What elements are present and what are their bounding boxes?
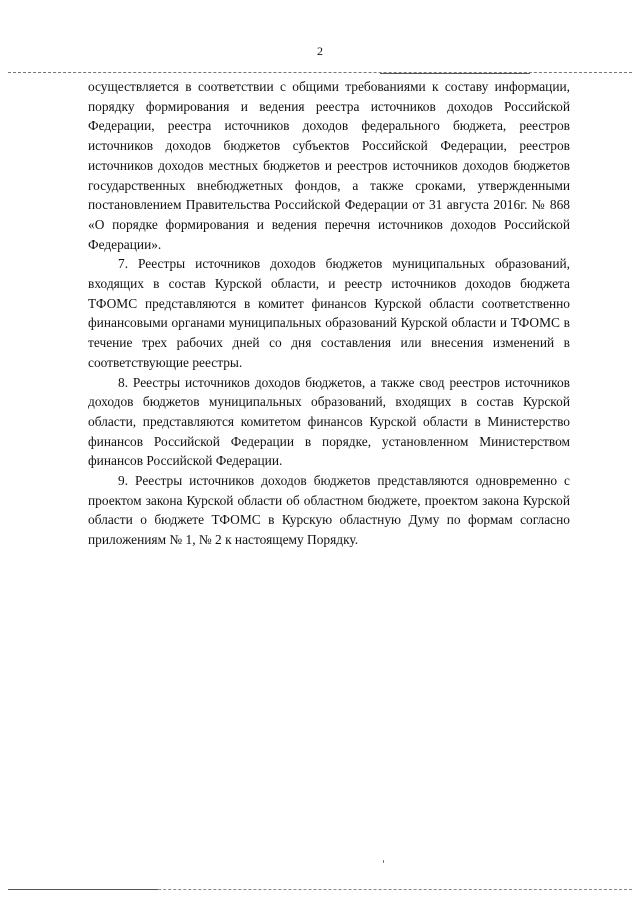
footer-divider-segment bbox=[8, 889, 158, 890]
paragraph-9: 9. Реестры источников доходов бюджетов представляются одновременно с проектом закона Курской области об областном бюджете, проектом закона Курской области о бюджете ТФОМС в Курскую областную Думу по формам согласно приложениям № 1, № 2 к настоящему Порядку. bbox=[88, 473, 570, 548]
paragraph-8: 8. Реестры источников доходов бюджетов, а также свод реестров источников доходов бюджетов муниципальных образований, входящих в состав Курской области, представляются комитетом финансов Курской области в Министерство финансов Российской Федерации в порядке, установленном Министерством финансов Российской Федерации. bbox=[88, 374, 570, 469]
document-body bbox=[88, 77, 570, 550]
header-divider-segment bbox=[380, 73, 530, 74]
header-divider bbox=[8, 72, 632, 73]
page-number: 2 bbox=[317, 44, 323, 58]
scan-mark bbox=[383, 860, 384, 863]
paragraph-7: 7. Реестры источников доходов бюджетов муниципальных образований, входящих в состав Курской области, и реестр источников доходов бюджета ТФОМС представляются в комитет финансов Курской области соответственно финансовыми органами муниципальных образований Курской области и ТФОМС в течение трех рабочих дней со дня составления или внесения изменений в соответствующие реестры. bbox=[88, 256, 570, 370]
paragraph-continuation: осуществляется в соответствии с общими требованиями к составу информации, порядку формирования и ведения реестра источников доходов Российской Федерации, реестра источников доходов федерального бюджета, реестров источников доходов бюджетов субъектов Российской Федерации, реестров источников доходов местных бюджетов и реестров источников доходов бюджетов государственных внебюджетных фондов, а также сроками, утвержденными постановлением Правительства Российской Федерации от 31 августа 2016г. № 868 «О порядке формирования и ведения перечня источников доходов Российской Федерации». bbox=[88, 79, 570, 252]
